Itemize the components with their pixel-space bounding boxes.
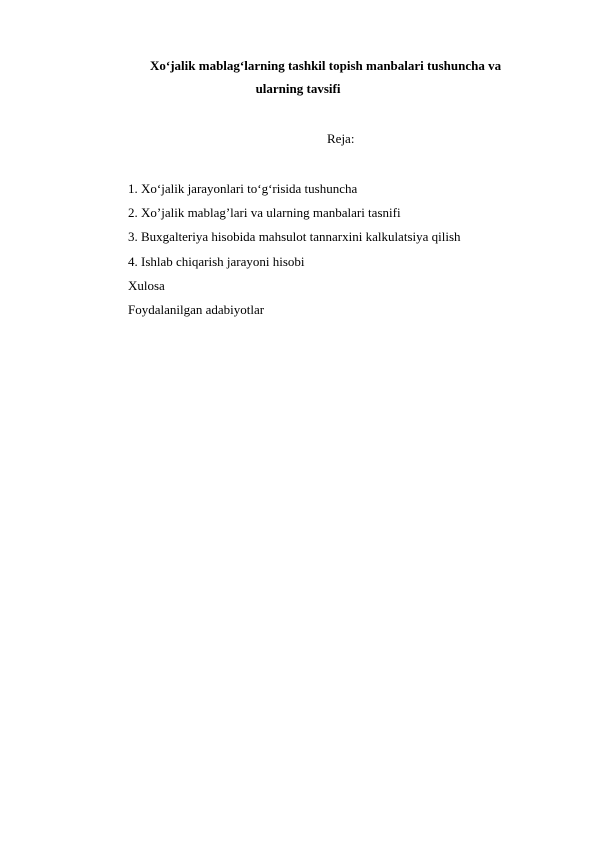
document-title-line-1: Xo‘jalik mablag‘larning tashkil topish manbalari tushuncha va [150, 58, 502, 73]
plan-heading: Reja: [327, 131, 355, 146]
toc-item-conclusion: Xulosa [128, 277, 165, 293]
toc-item-references: Foydalanilgan adabiyotlar [128, 302, 265, 318]
toc-item-4: 4. Ishlab chiqarish jarayoni hisobi [128, 253, 305, 269]
table-of-contents [128, 177, 461, 322]
document-title-line-2: ularning tavsifi [255, 81, 341, 96]
toc-item-3: 3. Buxgalteriya hisobida mahsulot tannarxini kalkulatsiya qilish [128, 229, 461, 245]
toc-item-1: 1. Xo‘jalik jarayonlari to‘g‘risida tushuncha [128, 181, 358, 196]
toc-item-2: 2. Xo’jalik mablag’lari va ularning manbalari tasnifi [128, 205, 401, 221]
